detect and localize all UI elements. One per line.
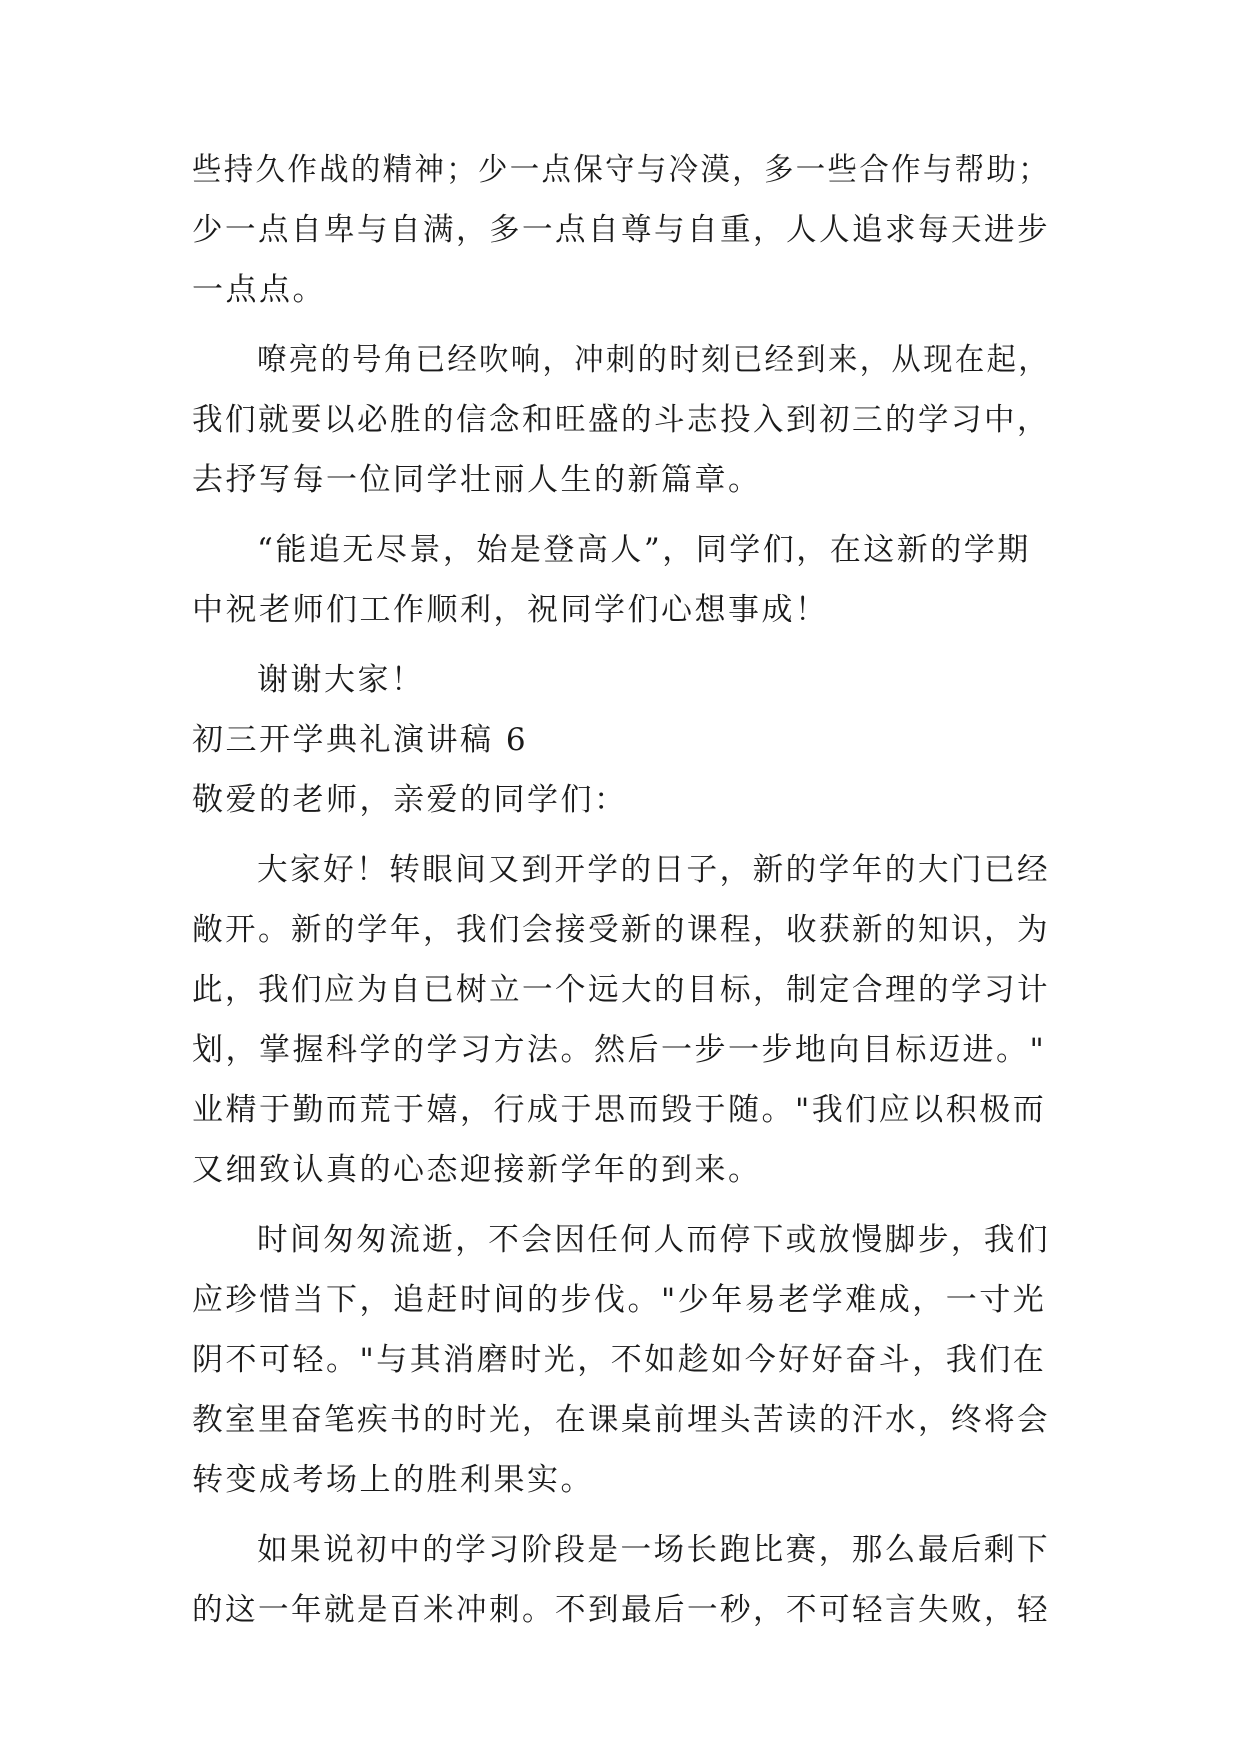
text-line: 转变成考场上的胜利果实。 bbox=[192, 1462, 594, 1498]
text-line: 我们就要以必胜的信念和旺盛的斗志投入到初三的学习中， bbox=[192, 402, 1051, 438]
text-line: 又细致认真的心态迎接新学年的到来。 bbox=[192, 1152, 762, 1188]
section-heading: 初三开学典礼演讲稿 6 bbox=[192, 722, 529, 758]
text-line: 一点点。 bbox=[192, 272, 326, 308]
text-line: 此，我们应为自已树立一个远大的目标，制定合理的学习计 bbox=[192, 972, 1051, 1008]
salutation: 敬爱的老师，亲爱的同学们： bbox=[192, 782, 628, 818]
text-line: 教室里奋笔疾书的时光，在课桌前埋头苦读的汗水，终将会 bbox=[192, 1402, 1051, 1438]
text-line: 应珍惜当下，追赶时间的步伐。"少年易老学难成，一寸光 bbox=[192, 1282, 1047, 1318]
text-line: 中祝老师们工作顺利，祝同学们心想事成！ bbox=[192, 592, 829, 628]
text-line: 去抒写每一位同学壮丽人生的新篇章。 bbox=[192, 462, 762, 498]
text-line: 的这一年就是百米冲刺。不到最后一秒，不可轻言失败，轻 bbox=[192, 1592, 1051, 1628]
text-line: 如果说初中的学习阶段是一场长跑比赛，那么最后剩下 bbox=[257, 1532, 1050, 1568]
text-line: 嘹亮的号角已经吹响，冲刺的时刻已经到来，从现在起， bbox=[257, 342, 1051, 378]
text-line: 划，掌握科学的学习方法。然后一步一步地向目标迈进。" bbox=[192, 1032, 1047, 1068]
text-line: 业精于勤而荒于嬉，行成于思而毁于随。"我们应以积极而 bbox=[192, 1092, 1047, 1128]
text-line: 谢谢大家！ bbox=[257, 662, 425, 698]
text-line: 敞开。新的学年，我们会接受新的课程，收获新的知识，为 bbox=[192, 912, 1051, 948]
text-line: 阴不可轻。"与其消磨时光，不如趁如今好好奋斗，我们在 bbox=[192, 1342, 1047, 1378]
text-line: 些持久作战的精神；少一点保守与冷漠，多一些合作与帮助； bbox=[192, 152, 1051, 188]
text-line: 时间匆匆流逝，不会因任何人而停下或放慢脚步，我们 bbox=[257, 1222, 1050, 1258]
text-line: 少一点自卑与自满，多一点自尊与自重，人人追求每天进步 bbox=[192, 212, 1051, 248]
text-line: 大家好！转眼间又到开学的日子，新的学年的大门已经 bbox=[257, 852, 1050, 888]
text-line: “能追无尽景，始是登高人”，同学们，在这新的学期 bbox=[257, 532, 1031, 568]
